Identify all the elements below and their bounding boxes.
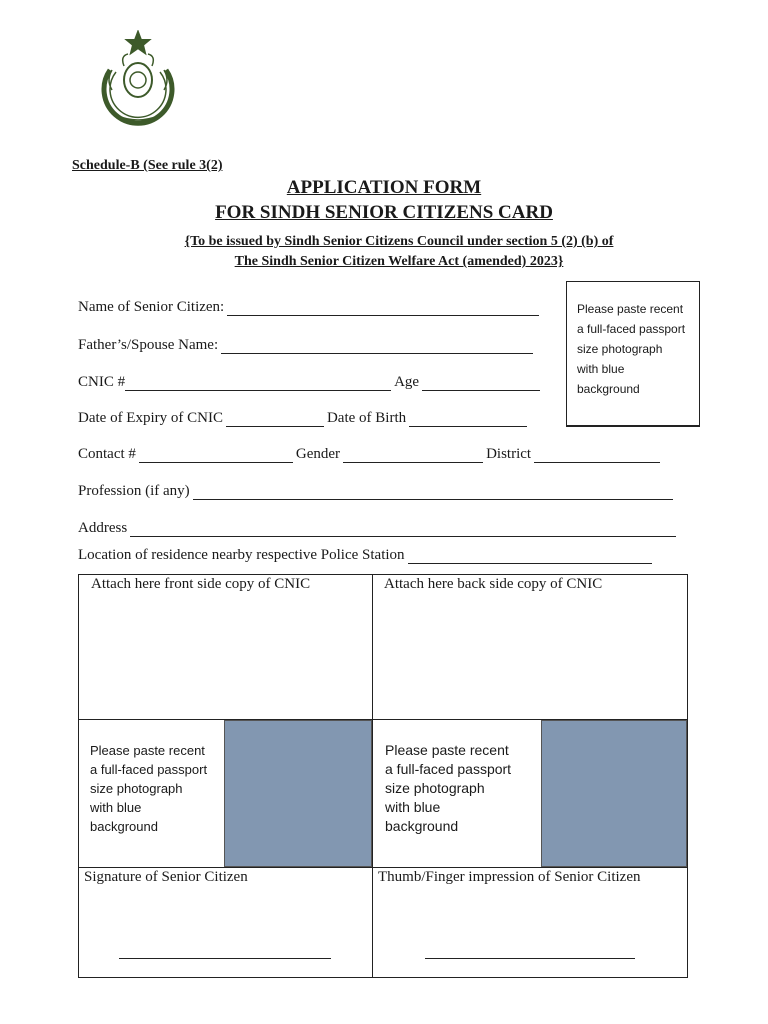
name-input-line[interactable]: [227, 301, 539, 316]
father-field-row: [78, 337, 536, 354]
age-input-line[interactable]: [422, 376, 540, 391]
photo-left-text: [90, 741, 207, 836]
signature-label: Signature of Senior Citizen: [84, 869, 248, 885]
thumb-cell[interactable]: [373, 868, 687, 977]
form-subtitle-line2: The Sindh Senior Citizen Welfare Act (amended) 2023}: [234, 254, 564, 269]
expiry-input-line[interactable]: [226, 412, 324, 427]
photo-right-line4: with blue: [385, 799, 441, 815]
father-label: Father’s/Spouse Name:: [78, 337, 219, 353]
contact-gender-district-row: [78, 446, 663, 463]
photo-instruction-line5: background: [577, 382, 640, 396]
district-label: District: [486, 446, 532, 462]
cnic-age-row: [78, 374, 543, 391]
expiry-label: Date of Expiry of CNIC: [78, 410, 223, 426]
name-label: Name of Senior Citizen:: [78, 299, 225, 315]
photo-right-line2: a full-faced passport: [385, 761, 512, 777]
photo-left-placeholder: [224, 720, 372, 867]
photo-right-line3: size photograph: [385, 780, 485, 796]
photo-right-placeholder: [541, 720, 687, 867]
father-input-line[interactable]: [221, 339, 533, 354]
photo-instruction-line2: a full-faced passport: [577, 322, 686, 336]
back-cnic-cell[interactable]: [373, 575, 687, 720]
front-cnic-label: Attach here front side copy of CNIC: [91, 576, 311, 592]
profession-row: [78, 483, 676, 500]
dob-input-line[interactable]: [409, 412, 527, 427]
thumb-line: [425, 957, 635, 959]
contact-label: Contact #: [78, 446, 136, 462]
location-row: [78, 547, 655, 564]
photo-left-line3: size photograph: [90, 781, 183, 796]
signature-line: [119, 957, 331, 959]
district-input-line[interactable]: [534, 448, 660, 463]
photo-left-line5: background: [90, 819, 158, 834]
address-label: Address: [78, 520, 128, 536]
schedule-heading: Schedule-B (See rule 3(2): [72, 158, 223, 173]
form-title-line1: APPLICATION FORM: [286, 177, 482, 198]
form-subtitle-line1: {To be issued by Sindh Senior Citizens Council under section 5 (2) (b) of: [184, 234, 614, 249]
cnic-label: CNIC #: [78, 374, 126, 390]
gender-input-line[interactable]: [343, 448, 483, 463]
photo-right-cell[interactable]: [373, 720, 687, 868]
thumb-label: Thumb/Finger impression of Senior Citizen: [378, 869, 641, 885]
photo-left-line1: Please paste recent: [90, 743, 205, 758]
contact-input-line[interactable]: [139, 448, 293, 463]
photo-instruction-line4: with blue: [577, 362, 625, 376]
cnic-input-line[interactable]: [125, 376, 391, 391]
expiry-dob-row: [78, 410, 530, 427]
location-label: Location of residence nearby respective Police Station: [78, 547, 405, 563]
signature-cell[interactable]: [79, 868, 373, 977]
front-cnic-cell[interactable]: [79, 575, 373, 720]
name-field-row: [78, 299, 542, 316]
address-input-line[interactable]: [130, 522, 676, 537]
photo-paste-box[interactable]: [566, 281, 700, 427]
location-input-line[interactable]: [408, 549, 652, 564]
photo-right-text: [385, 741, 511, 836]
profession-input-line[interactable]: [193, 485, 673, 500]
photo-instruction-line1: Please paste recent: [577, 302, 684, 316]
attachment-grid: [78, 574, 688, 978]
dob-label: Date of Birth: [326, 410, 407, 426]
photo-instruction-line3: size photograph: [577, 342, 663, 356]
address-row: [78, 520, 679, 537]
photo-left-line2: a full-faced passport: [90, 762, 208, 777]
government-of-sindh-emblem-icon: [92, 30, 184, 126]
profession-label: Profession (if any): [78, 483, 190, 499]
photo-right-line5: background: [385, 818, 459, 834]
photo-right-line1: Please paste recent: [385, 742, 509, 758]
age-label: Age: [394, 374, 420, 390]
gender-label: Gender: [295, 446, 341, 462]
back-cnic-label: Attach here back side copy of CNIC: [384, 576, 603, 592]
photo-left-cell[interactable]: [79, 720, 373, 868]
photo-left-line4: with blue: [90, 800, 142, 815]
form-title-line2: FOR SINDH SENIOR CITIZENS CARD: [215, 202, 553, 223]
